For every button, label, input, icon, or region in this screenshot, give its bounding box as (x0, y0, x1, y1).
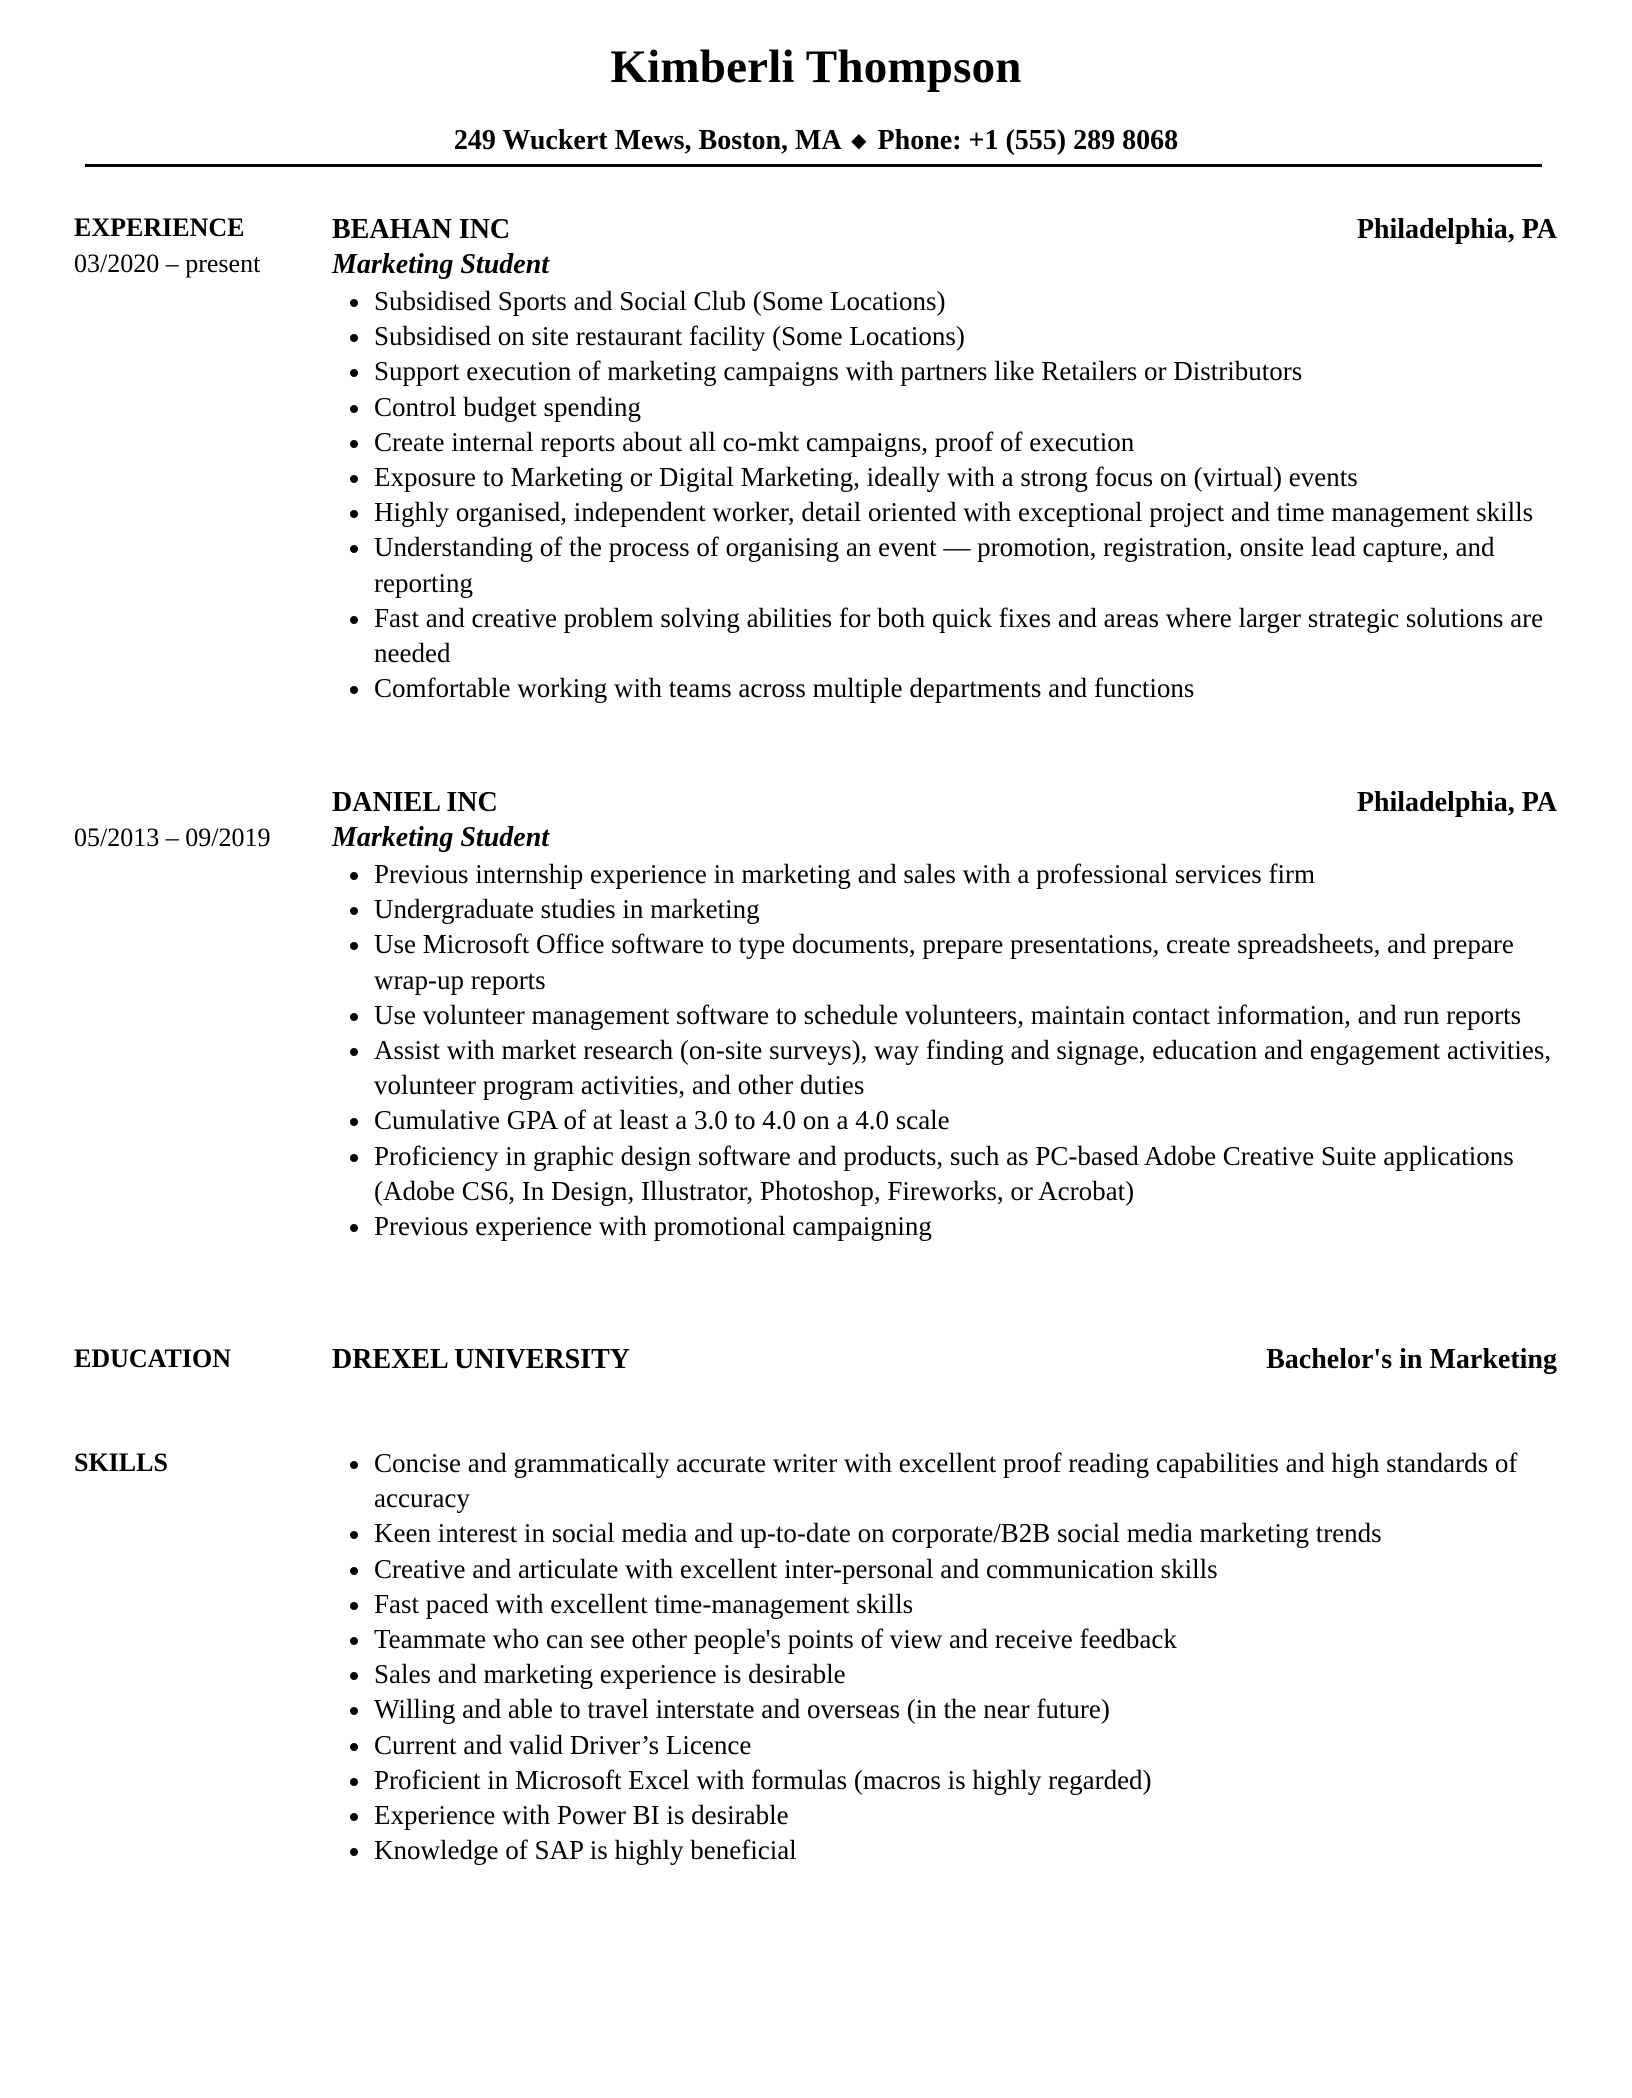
list-item: Undergraduate studies in marketing (332, 892, 1552, 927)
list-item: Subsidised Sports and Social Club (Some Locations) (332, 284, 1552, 319)
candidate-name: Kimberli Thompson (610, 41, 1022, 93)
job-1-dates: 03/2020 – present (74, 249, 261, 278)
job-1-company: BEAHAN INC (332, 214, 511, 245)
list-item: Control budget spending (332, 390, 1552, 425)
list-item: Keen interest in social media and up-to-date on corporate/B2B social media marketing trends (332, 1516, 1552, 1551)
list-item: Create internal reports about all co-mkt campaigns, proof of execution (332, 425, 1552, 460)
address: 249 Wuckert Mews, Boston, MA (453, 125, 841, 156)
list-item: Teammate who can see other people's points of view and receive feedback (332, 1622, 1552, 1657)
list-item: Knowledge of SAP is highly beneficial (332, 1833, 1552, 1868)
education-school: DREXEL UNIVERSITY (332, 1344, 630, 1375)
list-item: Current and valid Driver’s Licence (332, 1728, 1552, 1763)
job-2-dates: 05/2013 – 09/2019 (74, 823, 271, 852)
job-2-bullets (332, 857, 1552, 1244)
list-item: Assist with market research (on-site surveys), way finding and signage, education and engagement activities, volunteer program activities, and other duties (332, 1033, 1552, 1103)
list-item: Subsidised on site restaurant facility (Some Locations) (332, 319, 1552, 354)
contact-line (0, 125, 1632, 157)
diamond-separator-icon: ◆ (851, 130, 867, 152)
list-item: Creative and articulate with excellent inter-personal and communication skills (332, 1552, 1552, 1587)
list-item: Proficient in Microsoft Excel with formulas (macros is highly regarded) (332, 1763, 1552, 1798)
job-2-company: DANIEL INC (332, 787, 498, 818)
list-item: Highly organised, independent worker, detail oriented with exceptional project and time management skills (332, 495, 1552, 530)
education-section-label: EDUCATION (74, 1344, 231, 1373)
list-item: Use volunteer management software to schedule volunteers, maintain contact information, and run reports (332, 998, 1552, 1033)
phone: Phone: +1 (555) 289 8068 (877, 125, 1179, 156)
list-item: Support execution of marketing campaigns with partners like Retailers or Distributors (332, 354, 1552, 389)
job-1-location: Philadelphia, PA (1356, 214, 1557, 245)
list-item: Willing and able to travel interstate and overseas (in the near future) (332, 1692, 1552, 1727)
skills-list (332, 1446, 1552, 1868)
list-item: Understanding of the process of organising an event — promotion, registration, onsite lead capture, and reporting (332, 530, 1552, 600)
list-item: Exposure to Marketing or Digital Marketing, ideally with a strong focus on (virtual) events (332, 460, 1552, 495)
list-item: Proficiency in graphic design software and products, such as PC-based Adobe Creative Suite applications (Adobe CS6, In Design, Illustrator, Photoshop, Fireworks, or Acrobat) (332, 1139, 1552, 1209)
list-item: Use Microsoft Office software to type documents, prepare presentations, create spreadsheets, and prepare wrap-up reports (332, 927, 1552, 997)
list-item: Previous internship experience in marketing and sales with a professional services firm (332, 857, 1552, 892)
header-divider (85, 164, 1542, 167)
list-item: Comfortable working with teams across multiple departments and functions (332, 671, 1552, 706)
list-item: Cumulative GPA of at least a 3.0 to 4.0 on a 4.0 scale (332, 1103, 1552, 1138)
list-item: Sales and marketing experience is desirable (332, 1657, 1552, 1692)
list-item: Previous experience with promotional campaigning (332, 1209, 1552, 1244)
job-1-title: Marketing Student (332, 249, 550, 280)
list-item: Concise and grammatically accurate writer with excellent proof reading capabilities and high standards of accuracy (332, 1446, 1552, 1516)
list-item: Fast paced with excellent time-management skills (332, 1587, 1552, 1622)
list-item: Experience with Power BI is desirable (332, 1798, 1552, 1833)
education-degree: Bachelor's in Marketing (1266, 1344, 1557, 1375)
skills-section-label: SKILLS (74, 1448, 168, 1477)
job-1-bullets (332, 284, 1552, 706)
list-item: Fast and creative problem solving abilities for both quick fixes and areas where larger strategic solutions are needed (332, 601, 1552, 671)
job-2-title: Marketing Student (332, 822, 550, 853)
job-2-location: Philadelphia, PA (1356, 787, 1557, 818)
experience-section-label: EXPERIENCE (74, 213, 245, 242)
